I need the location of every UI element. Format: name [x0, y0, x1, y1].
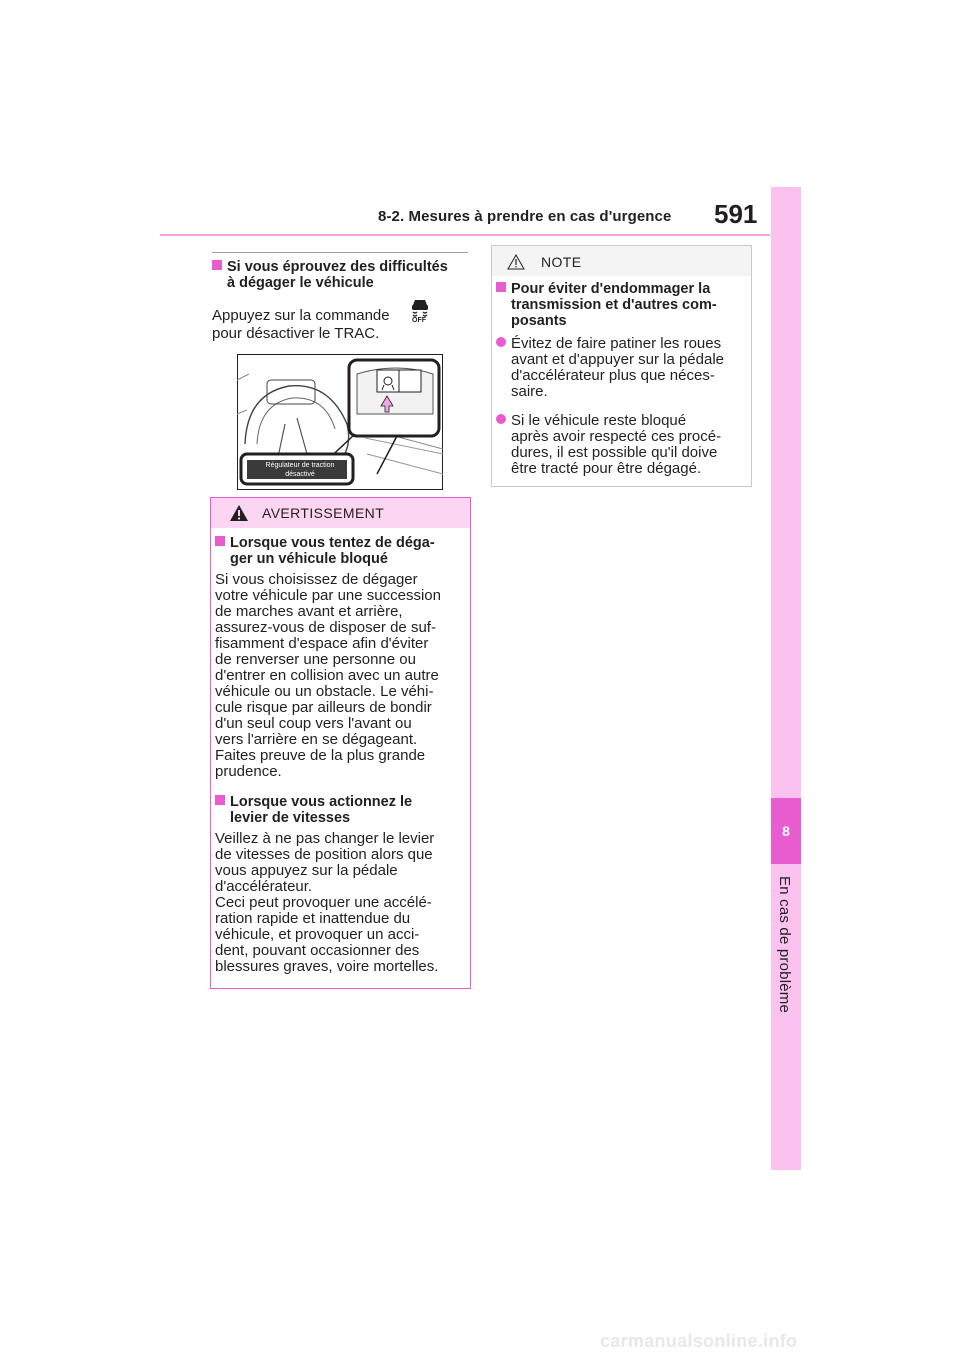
section-heading: Si vous éprouvez des difficultés à dégager le véhicule	[212, 259, 472, 291]
running-header: 8-2. Mesures à prendre en cas d'urgence	[378, 208, 672, 225]
note-title: NOTE	[541, 254, 582, 270]
off-label: OFF	[412, 317, 426, 324]
note-bullet-2: Si le véhicule reste bloqué après avoir respecté ces procé- dures, il est possible qu'il doive être tracté pour être dégagé.	[496, 413, 748, 477]
figure-caption: Régulateur de traction désactivé	[265, 462, 335, 478]
note-bullet-1: Évitez de faire patiner les roues avant et d'appuyer sur la pédale d'accélérateur plus que néces- saire.	[496, 336, 748, 400]
warning-item-2: Lorsque vous actionnez le levier de vitesses Veillez à ne pas changer le levier de vitesses de position alors que vous appuyez sur la pédale d'accélérateur. Ceci peut provoquer une accélé- ration rapide et inattendue du véhicule, et provoquer un acci- dent, pouvant occasionner des blessures graves, voire mortelles.	[215, 794, 467, 975]
note-header	[492, 246, 751, 276]
round-bullet-icon	[496, 414, 506, 424]
warning-item-1: Lorsque vous tentez de déga- ger un véhicule bloqué Si vous choisissez de dégager votre véhicule par une succession de marches avant et arrière, assurez-vous de disposer de suf- fisamment d'espace afin d'éviter de renverser une personne ou d'entrer en collision avec un autre véhicule ou un obstacle. Le véhi- cule risque par ailleurs de bondir d'un seul coup vers l'avant ou vers l'arrière en se dégageant. Faites preuve de la plus grande prudence.	[215, 535, 467, 780]
page-number: 591	[714, 199, 758, 229]
chapter-label: En cas de problème	[776, 876, 793, 1014]
trac-off-icon	[409, 298, 431, 326]
section-body: Appuyez sur la commande pour désactiver le TRAC.	[212, 307, 390, 342]
section-divider	[212, 252, 468, 253]
caution-icon	[507, 254, 525, 275]
dashboard-figure	[237, 354, 443, 490]
chapter-tab	[771, 187, 801, 1170]
square-bullet-icon	[212, 260, 222, 270]
watermark: carmanualsonline.info	[600, 1331, 798, 1351]
warning-title: AVERTISSEMENT	[262, 505, 385, 521]
square-bullet-icon	[215, 536, 225, 546]
warning-icon	[230, 505, 248, 526]
note-heading: Pour éviter d'endommager la transmission et d'autres com- posants	[496, 281, 748, 329]
warning-item-1-text: Si vous choisissez de dégager votre véhicule par une succession de marches avant et arrière, assurez-vous de disposer de suf- fisamment d'espace afin d'éviter de renverser une personne ou d'entrer en collision avec un autre véhicule ou un obstacle. Le véhi- cule risque par ailleurs de bondir d'un seul coup vers l'avant ou vers l'arrière en se dégageant. Faites preuve de la plus grande prudence.	[215, 571, 441, 780]
header-rule	[160, 234, 770, 236]
round-bullet-icon	[496, 337, 506, 347]
square-bullet-icon	[496, 282, 506, 292]
warning-item-2-text: Veillez à ne pas changer le levier de vitesses de position alors que vous appuyez sur la pédale d'accélérateur. Ceci peut provoquer une accélé- ration rapide et inattendue du véhicule, et provoquer un acci- dent, pouvant occasionner des blessures graves, voire mortelles.	[215, 830, 439, 975]
chapter-number: 8	[771, 798, 801, 864]
square-bullet-icon	[215, 795, 225, 805]
